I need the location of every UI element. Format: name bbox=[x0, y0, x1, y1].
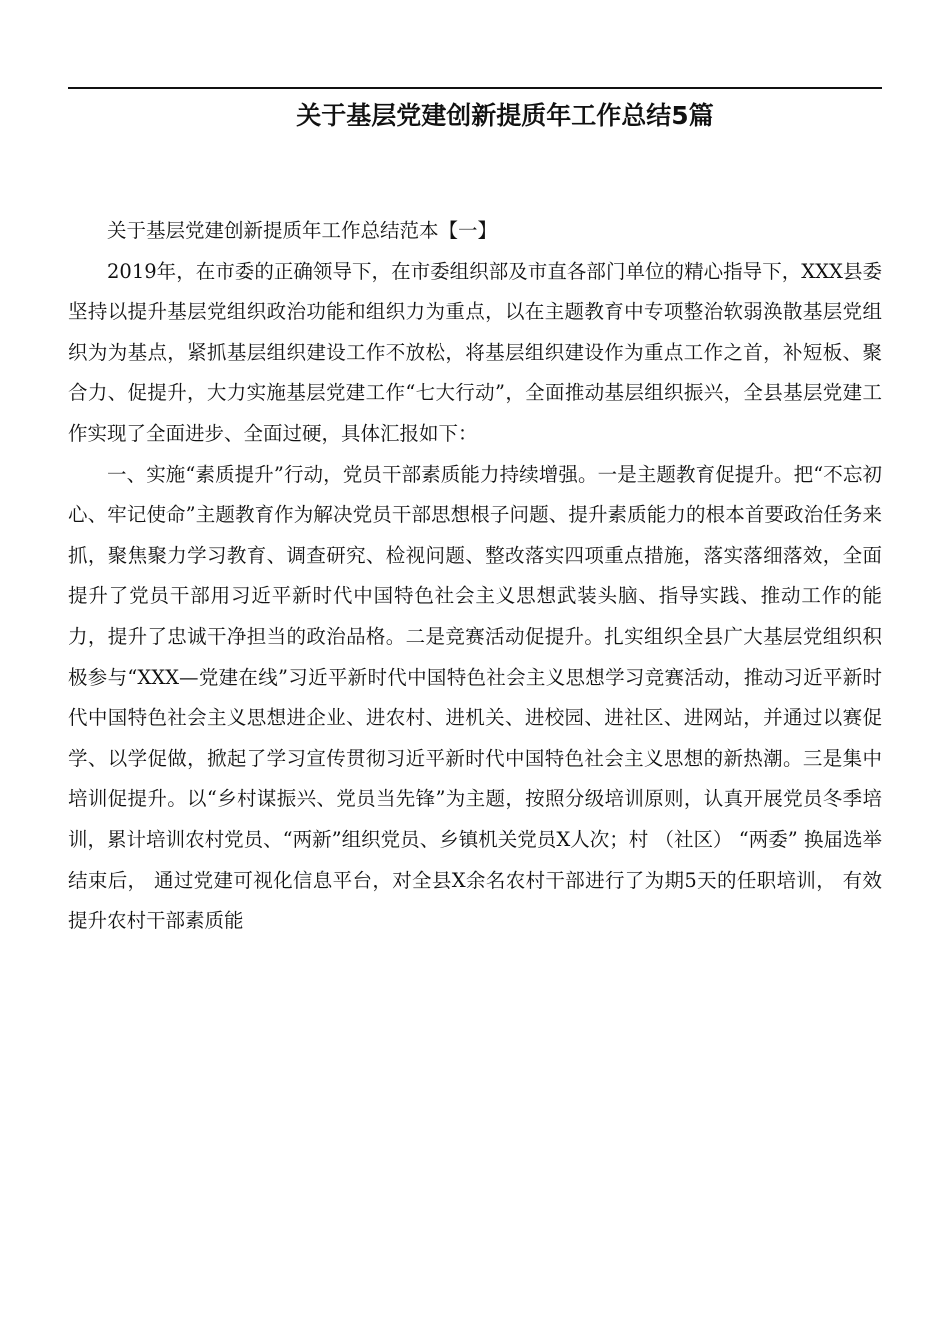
document-title: 关于基层党建创新提质年工作总结5篇 bbox=[296, 101, 714, 130]
document-body bbox=[68, 211, 882, 942]
paragraph-quality-improvement: 一、实施“素质提升”行动，党员干部素质能力持续增强。一是主题教育促提升。把“不忘初心、牢记使命”主题教育作为解决党员干部思想根子问题、提升素质能力的根本首要政治任务来抓，聚焦聚力学习教育、调查研究、检视问题、整改落实四项重点措施，落实落细落效，全面提升了党员干部用习近平新时代中国特色社会主义思想武装头脑、指导实践、推动工作的能力，提升了忠诚干净担当的政治品格。二是竞赛活动促提升。扎实组织全县广大基层党组织积极参与“XXX—党建在线”习近平新时代中国特色社会主义思想学习竞赛活动，推动习近平新时代中国特色社会主义思想进企业、进农村、进机关、进校园、进社区、进网站，并通过以赛促学、以学促做，掀起了学习宣传贯彻习近平新时代中国特色社会主义思想的新热潮。三是集中培训促提升。以“乡村谋振兴、党员当先锋”为主题，按照分级培训原则，认真开展党员冬季培训，累计培训农村党员、“两新”组织党员、乡镇机关党员X人次；村 （社区） “两委” 换届选举结束后， 通过党建可视化信息平台，对全县X余名农村干部进行了为期5天的任职培训， 有效提升农村干部素质能 bbox=[68, 462, 882, 933]
header-rule bbox=[68, 87, 882, 89]
paragraph-intro: 2019年，在市委的正确领导下，在市委组织部及市直各部门单位的精心指导下，XXX县委坚持以提升基层党组织政治功能和组织力为重点，以在主题教育中专项整治软弱涣散基层党组织为为基点，紧抓基层组织建设工作不放松，将基层组织建设作为重点工作之首，补短板、聚合力、促提升，大力实施基层党建工作“七大行动”，全面推动基层组织振兴，全县基层党建工作实现了全面进步、全面过硬，具体汇报如下： bbox=[68, 259, 882, 445]
section-heading: 关于基层党建创新提质年工作总结范本【一】 bbox=[107, 219, 498, 242]
